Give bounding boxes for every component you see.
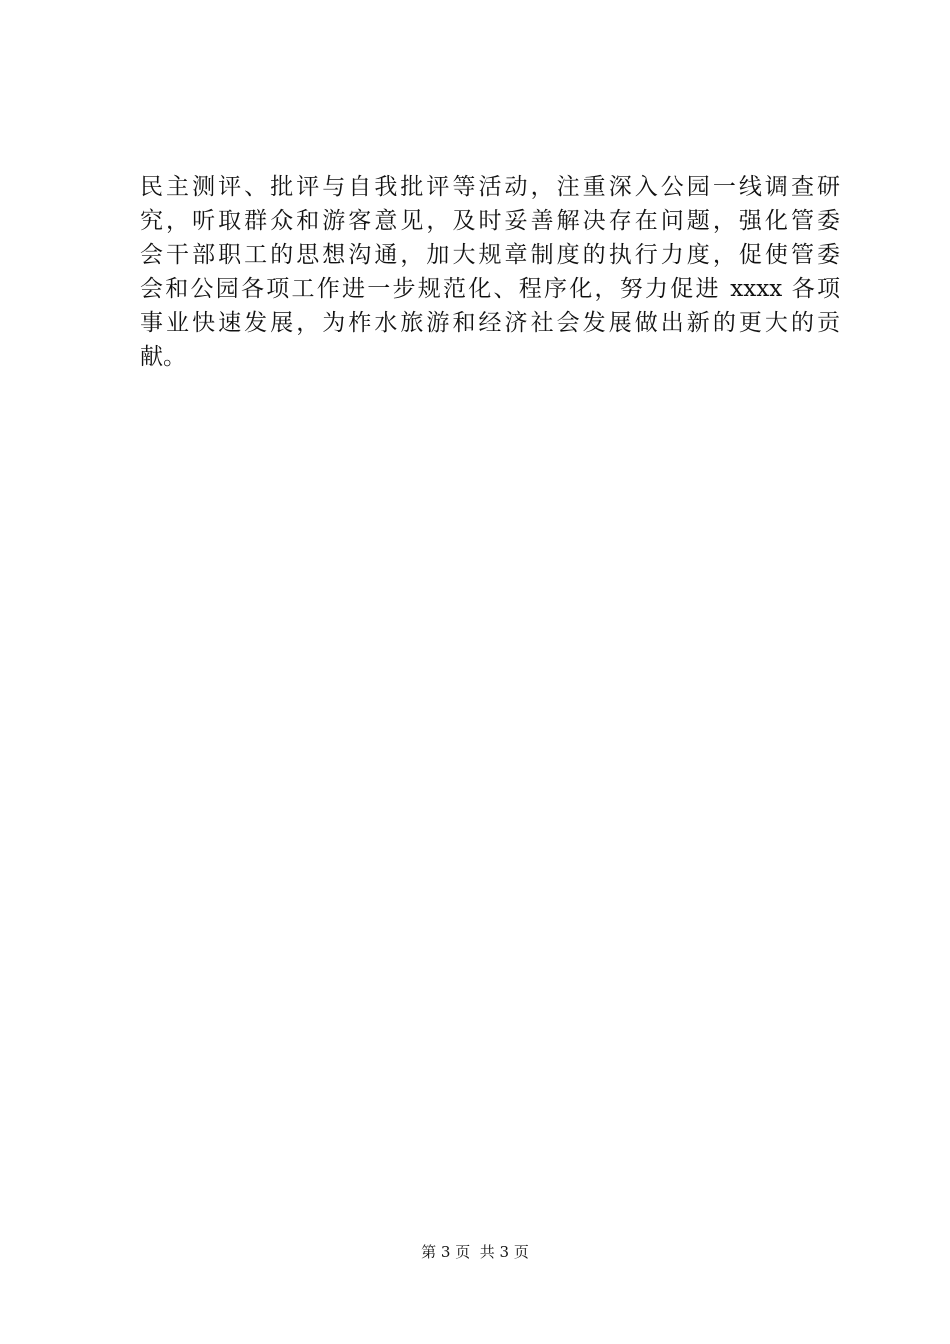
paragraph-line-1: 民主测评、批评与自我批评等活动，注重深入公园一线调查研 xyxy=(140,174,840,200)
paragraph-line-3: 会干部职工的思想沟通，加大规章制度的执行力度，促使管委 xyxy=(140,242,840,268)
paragraph-line-4: 会和公园各项工作进一步规范化、程序化，努力促进 xxxx 各项 xyxy=(140,276,840,302)
paragraph-line-2: 究，听取群众和游客意见，及时妥善解决存在问题，强化管委 xyxy=(140,208,840,234)
body-paragraph xyxy=(140,170,840,374)
paragraph-line-6: 献。 xyxy=(140,344,186,370)
paragraph-line-5: 事业快速发展，为柞水旅游和经济社会发展做出新的更大的贡 xyxy=(140,310,840,336)
page-footer: 第 3 页 共 3 页 xyxy=(421,1243,529,1261)
